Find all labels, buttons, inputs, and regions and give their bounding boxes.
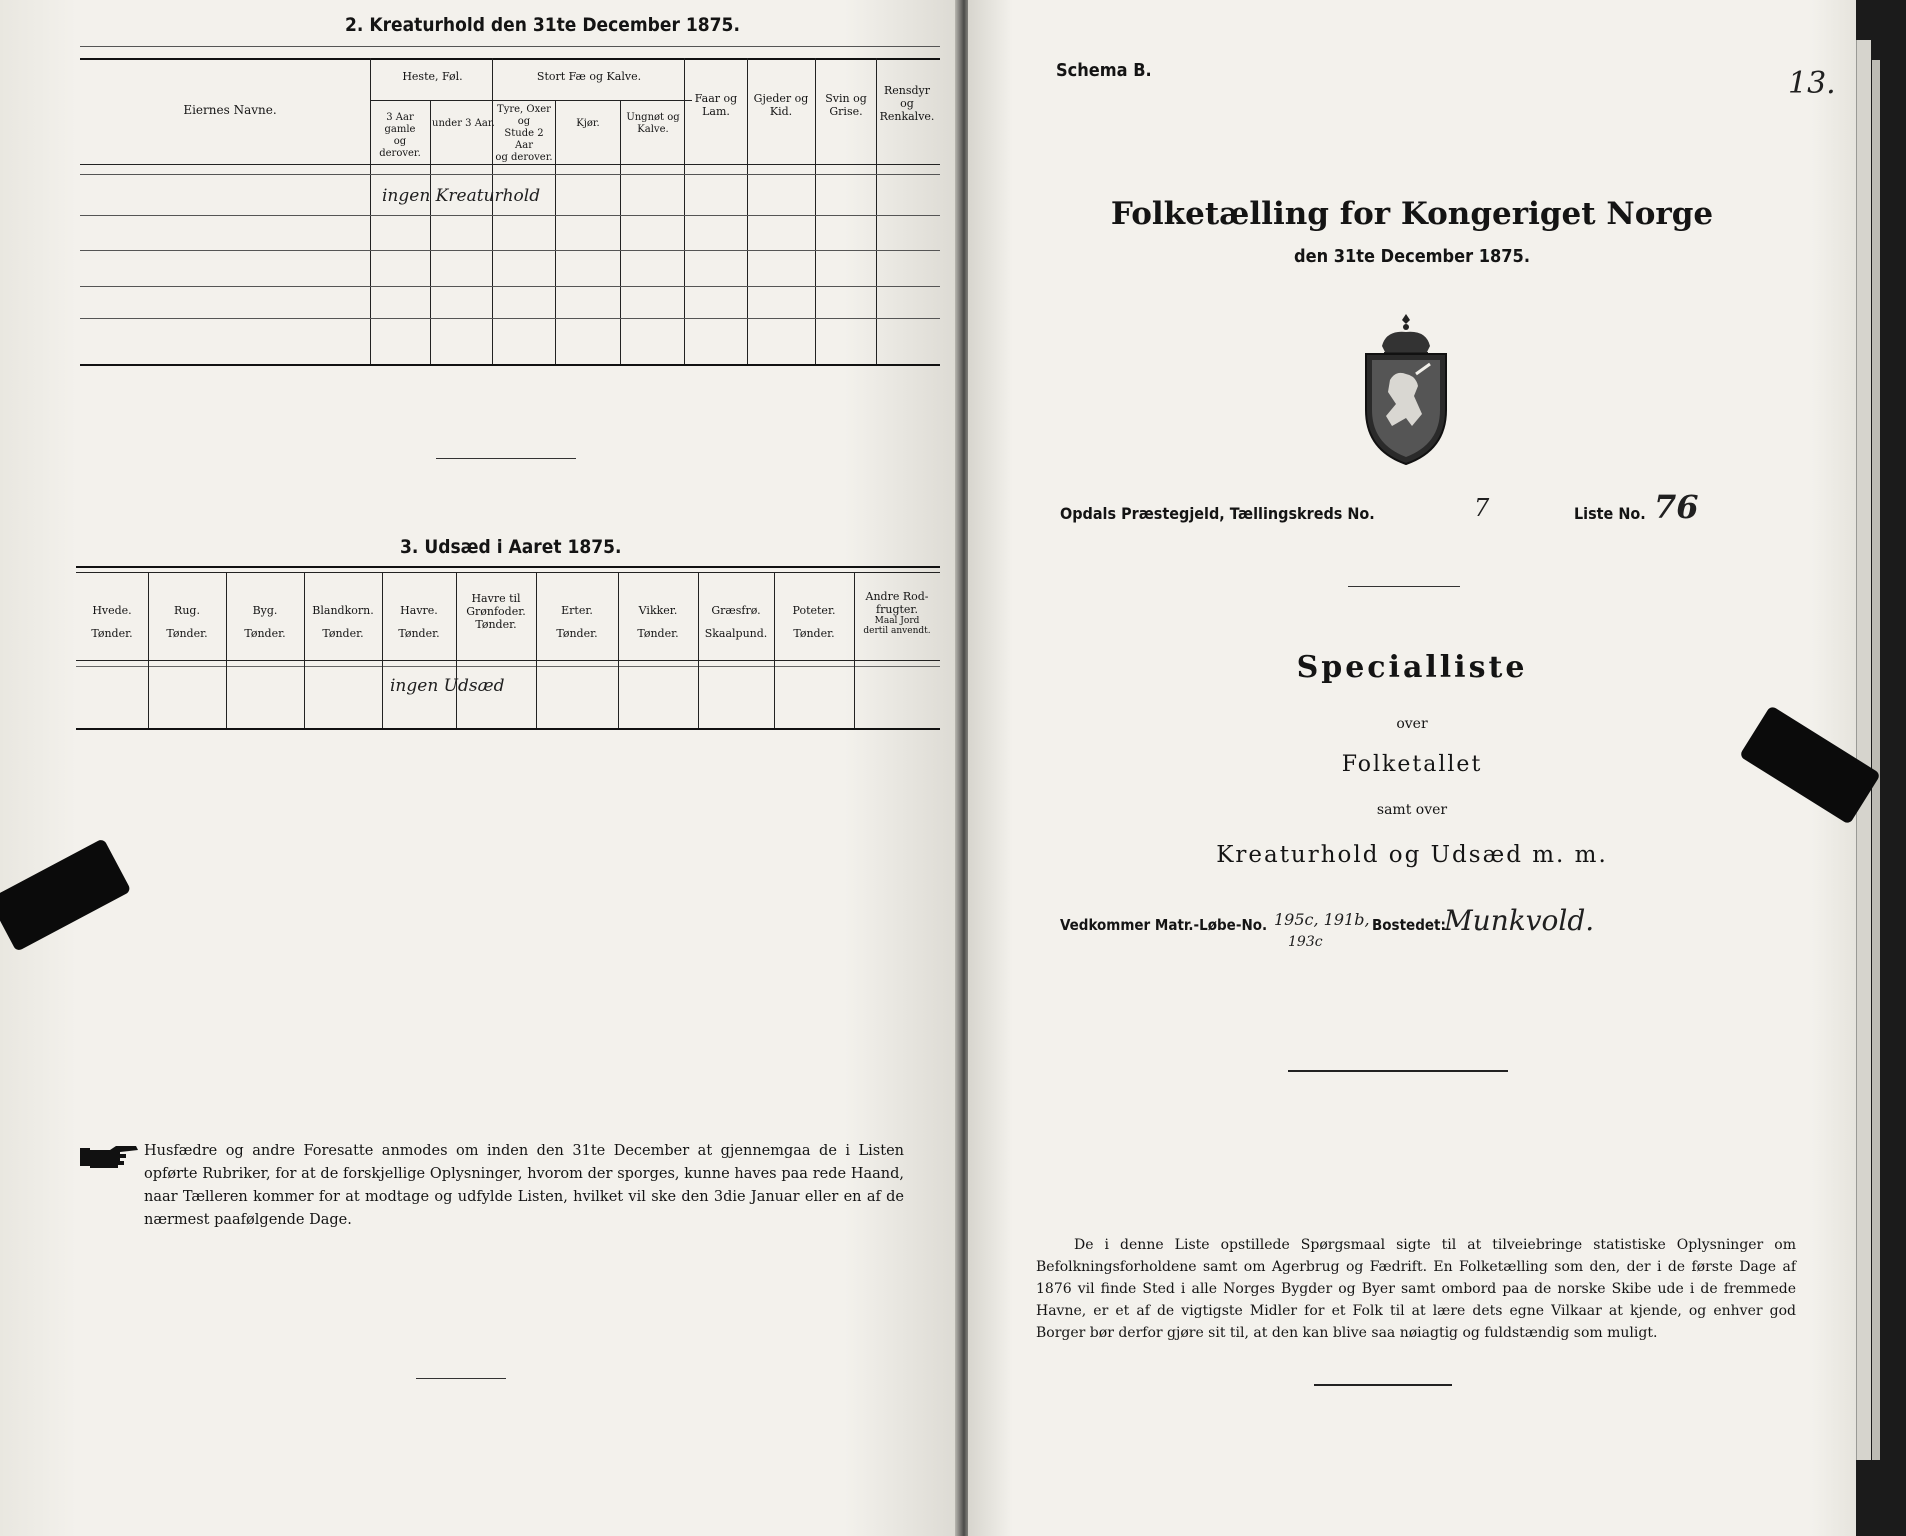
pigs-header: Svin og Grise. (825, 92, 867, 118)
cattle-sub2-header: Kjør. (576, 118, 600, 129)
list-label: Liste No. (1574, 504, 1646, 523)
green-oats-header: Havre til Grønfoder. Tønder. (466, 592, 526, 631)
horses-group-header: Heste, Føl. (402, 70, 463, 83)
table-top-border (80, 58, 940, 60)
bosted-label: Bostedet: (1372, 916, 1446, 934)
cattle-group-header: Stort Fæ og Kalve. (536, 70, 642, 83)
info-paragraph: De i denne Liste opstillede Spørgsmaal sigte til at tilveiebringe statistiske Oplysninger om Befolkningsforholdene samt om Agerbrug og Fædrift. En Folketælling som den, der i de første Dage af 1876 vil finde Sted i alle Norges Bygder og Byer samt ombord paa de norske Skibe ude i de fremmede Havne, er et af de vigtigste Midler for et Folk til at lære dets egne Vilkaar at kjende, og enhver god Borger bør derfor gjøre sit til, at den kan blive saa nøiagtig og fuldstændig som muligt. (1036, 1237, 1796, 1341)
sheep-header: Faar og Lam. (694, 92, 738, 118)
table-top-rule (80, 46, 940, 47)
norway-coat-of-arms-icon (1356, 310, 1456, 474)
kreaturhold-heading: Kreaturhold og Udsæd m. m. (1216, 842, 1608, 868)
page-edge-shadow (1872, 60, 1880, 1460)
handwritten-sowing-entry: ingen Udsæd (390, 676, 505, 696)
root-crops-header: Andre Rod- frugter. Maal Jord dertil anvendt. (863, 590, 931, 636)
district-number: 7 (1474, 494, 1490, 522)
schema-label: Schema B. (1056, 60, 1152, 81)
vetches-header: Vikker. Tønder. (637, 604, 679, 640)
section3-title: 3. Udsæd i Aaret 1875. (400, 536, 622, 558)
grass-seed-header: Græsfrø. Skaalpund. (704, 604, 768, 640)
over-text: over (1396, 716, 1428, 732)
table-bottom-border (80, 364, 940, 366)
matr-values: 195c, 191b, (1274, 910, 1370, 929)
peas-header: Erter. Tønder. (556, 604, 598, 640)
goats-header: Gjeder og Kid. (753, 92, 809, 118)
bosted-value: Munkvold. (1444, 904, 1595, 937)
rye-header: Rug. Tønder. (166, 604, 208, 640)
pointing-hand-icon (80, 1142, 140, 1176)
col-owner-header: Eiernes Navne. (183, 103, 277, 117)
barley-header: Byg. Tønder. (244, 604, 286, 640)
page-edge (1856, 40, 1871, 1460)
mixed-grain-header: Blandkorn. Tønder. (312, 604, 374, 640)
specialliste-title: Specialliste (1296, 650, 1528, 685)
horses-sub1-header: 3 Aar gamle og derover. (379, 112, 421, 159)
horses-sub2-header: under 3 Aar. (432, 118, 495, 129)
instruction-notice: Husfædre og andre Foresatte anmodes om inden den 31te December at gjennemgaa de i Listen opførte Rubriker, for at de forskjellige Oplysninger, hvorom der sporges, kunne haves paa rede Haand, naar Tælleren kommer for at modtage og udfylde Listen, hvilket vil ske den 3die Januar eller en af de nærmest paafølgende Dage. (144, 1143, 904, 1228)
folketallet-text: Folketallet (1341, 752, 1483, 777)
separator-rule (436, 458, 576, 459)
samt-over-text: samt over (1376, 802, 1448, 818)
matr-label: Vedkommer Matr.-Løbe-No. (1060, 916, 1268, 934)
census-title: Folketælling for Kongeriget Norge (1110, 196, 1714, 232)
oats-header: Havre. Tønder. (398, 604, 440, 640)
census-date: den 31te December 1875. (1294, 246, 1530, 267)
parish-label: Opdals Præstegjeld, Tællingskreds No. (1060, 504, 1375, 523)
page-number: 13. (1788, 66, 1836, 101)
list-number: 76 (1654, 488, 1699, 526)
potatoes-header: Poteter. Tønder. (792, 604, 836, 640)
right-page (968, 0, 1856, 1536)
cattle-sub3-header: Ungnøt og Kalve. (626, 112, 680, 135)
cattle-sub1-header: Tyre, Oxer og Stude 2 Aar og derover. (495, 104, 553, 163)
wheat-header: Hvede. Tønder. (91, 604, 133, 640)
section2-title: 2. Kreaturhold den 31te December 1875. (345, 14, 740, 36)
bottom-rule (416, 1378, 506, 1379)
reindeer-header: Rensdyr og Renkalve. (879, 84, 935, 123)
matr-values-line2: 193c (1288, 934, 1323, 950)
handwritten-livestock-entry: ingen Kreaturhold (382, 186, 541, 206)
